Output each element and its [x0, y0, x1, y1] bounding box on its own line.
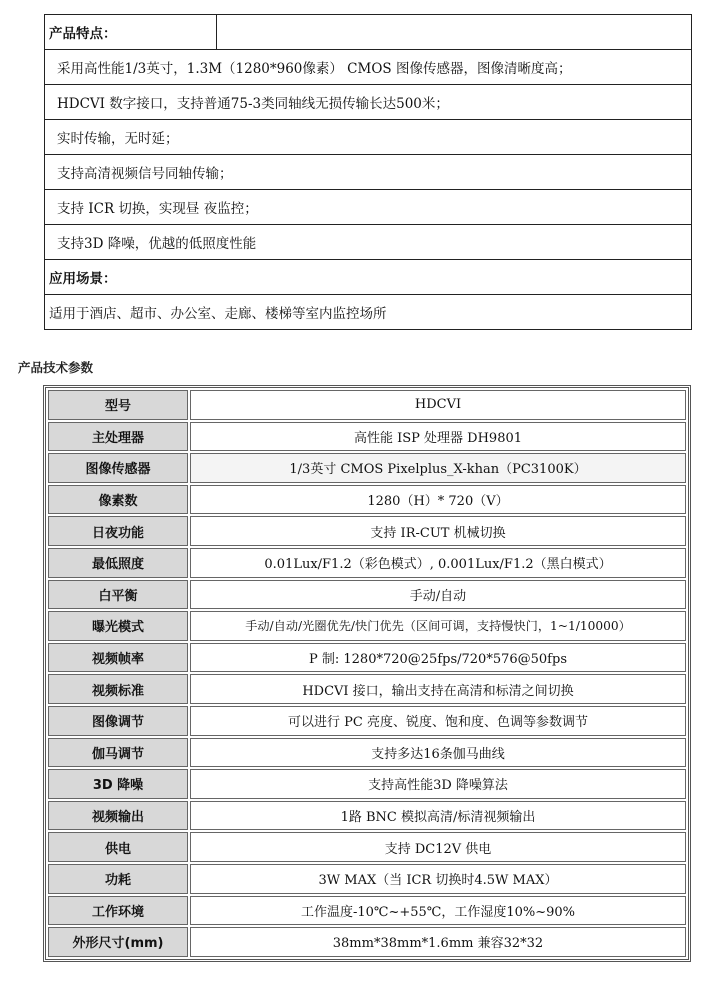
features-heading-blank: [217, 15, 692, 50]
spec-value: 3W MAX（当 ICR 切换时4.5W MAX）: [190, 864, 686, 894]
spec-row: [48, 390, 686, 420]
spec-row: [48, 453, 686, 483]
spec-value: 38mm*38mm*1.6mm 兼容32*32: [190, 927, 686, 957]
spec-label: 伽马调节: [48, 738, 188, 768]
spec-label: 白平衡: [48, 580, 188, 610]
spec-row: [48, 580, 686, 610]
spec-value: HDCVI: [190, 390, 686, 420]
spec-label: 图像传感器: [48, 453, 188, 483]
spec-label: 功耗: [48, 864, 188, 894]
application-row: [45, 295, 692, 330]
spec-row: [48, 422, 686, 452]
spec-row: [48, 896, 686, 926]
spec-row: [48, 548, 686, 578]
application-text: 适用于酒店、超市、办公室、走廊、楼梯等室内监控场所: [45, 295, 692, 330]
application-heading: 应用场景：: [45, 260, 692, 295]
product-features-table: [44, 14, 692, 330]
spec-label: 工作环境: [48, 896, 188, 926]
spec-value: 高性能 ISP 处理器 DH9801: [190, 422, 686, 452]
feature-item: 支持高清视频信号同轴传输；: [45, 155, 692, 190]
spec-label: 3D 降噪: [48, 769, 188, 799]
spec-label: 型号: [48, 390, 188, 420]
spec-value: 手动/自动/光圈优先/快门优先（区间可调，支持慢快门，1~1/10000）: [190, 611, 686, 641]
spec-value: 支持多达16条伽马曲线: [190, 738, 686, 768]
feature-item: 实时传输，无时延；: [45, 120, 692, 155]
spec-row: [48, 801, 686, 831]
spec-value: 1280（H）* 720（V）: [190, 485, 686, 515]
spec-value: 支持高性能3D 降噪算法: [190, 769, 686, 799]
spec-label: 主处理器: [48, 422, 188, 452]
spec-row: [48, 611, 686, 641]
spec-row: [48, 738, 686, 768]
feature-row: [45, 190, 692, 225]
feature-row: [45, 120, 692, 155]
spec-label: 像素数: [48, 485, 188, 515]
spec-section-title: 产品技术参数: [18, 360, 94, 375]
spec-label: 日夜功能: [48, 516, 188, 546]
spec-label: 供电: [48, 832, 188, 862]
spec-label: 视频标准: [48, 674, 188, 704]
spec-value: 支持 DC12V 供电: [190, 832, 686, 862]
spec-row: [48, 864, 686, 894]
feature-row: [45, 50, 692, 85]
feature-item: HDCVI 数字接口，支持普通75-3类同轴线无损传输长达500米；: [45, 85, 692, 120]
features-heading: 产品特点：: [45, 15, 217, 50]
spec-label: 视频输出: [48, 801, 188, 831]
feature-item: 支持 ICR 切换，实现昼 夜监控；: [45, 190, 692, 225]
feature-row: [45, 155, 692, 190]
spec-row: [48, 706, 686, 736]
spec-value: 0.01Lux/F1.2（彩色模式）, 0.001Lux/F1.2（黑白模式）: [190, 548, 686, 578]
feature-item: 采用高性能1/3英寸，1.3M（1280*960像素） CMOS 图像传感器，图像清晰度高；: [45, 50, 692, 85]
feature-row: [45, 225, 692, 260]
feature-row: [45, 85, 692, 120]
spec-label: 曝光模式: [48, 611, 188, 641]
spec-row: [48, 485, 686, 515]
tech-spec-table: [43, 385, 691, 962]
spec-value: 手动/自动: [190, 580, 686, 610]
spec-row: [48, 643, 686, 673]
features-heading-row: [45, 15, 692, 50]
spec-value: 可以进行 PC 亮度、锐度、饱和度、色调等参数调节: [190, 706, 686, 736]
spec-label: 最低照度: [48, 548, 188, 578]
spec-value: 支持 IR-CUT 机械切换: [190, 516, 686, 546]
spec-row: [48, 832, 686, 862]
spec-row: [48, 927, 686, 957]
spec-value: 1/3英寸 CMOS Pixelplus_X-khan（PC3100K）: [190, 453, 686, 483]
spec-value: 工作温度-10℃~+55℃，工作湿度10%~90%: [190, 896, 686, 926]
spec-label: 视频帧率: [48, 643, 188, 673]
spec-label: 外形尺寸(mm): [48, 927, 188, 957]
spec-label: 图像调节: [48, 706, 188, 736]
spec-value: 1路 BNC 模拟高清/标清视频输出: [190, 801, 686, 831]
spec-row: [48, 769, 686, 799]
spec-row: [48, 674, 686, 704]
spec-row: [48, 516, 686, 546]
spec-value: P 制: 1280*720@25fps/720*576@50fps: [190, 643, 686, 673]
application-heading-row: [45, 260, 692, 295]
spec-value: HDCVI 接口，输出支持在高清和标清之间切换: [190, 674, 686, 704]
feature-item: 支持3D 降噪，优越的低照度性能: [45, 225, 692, 260]
